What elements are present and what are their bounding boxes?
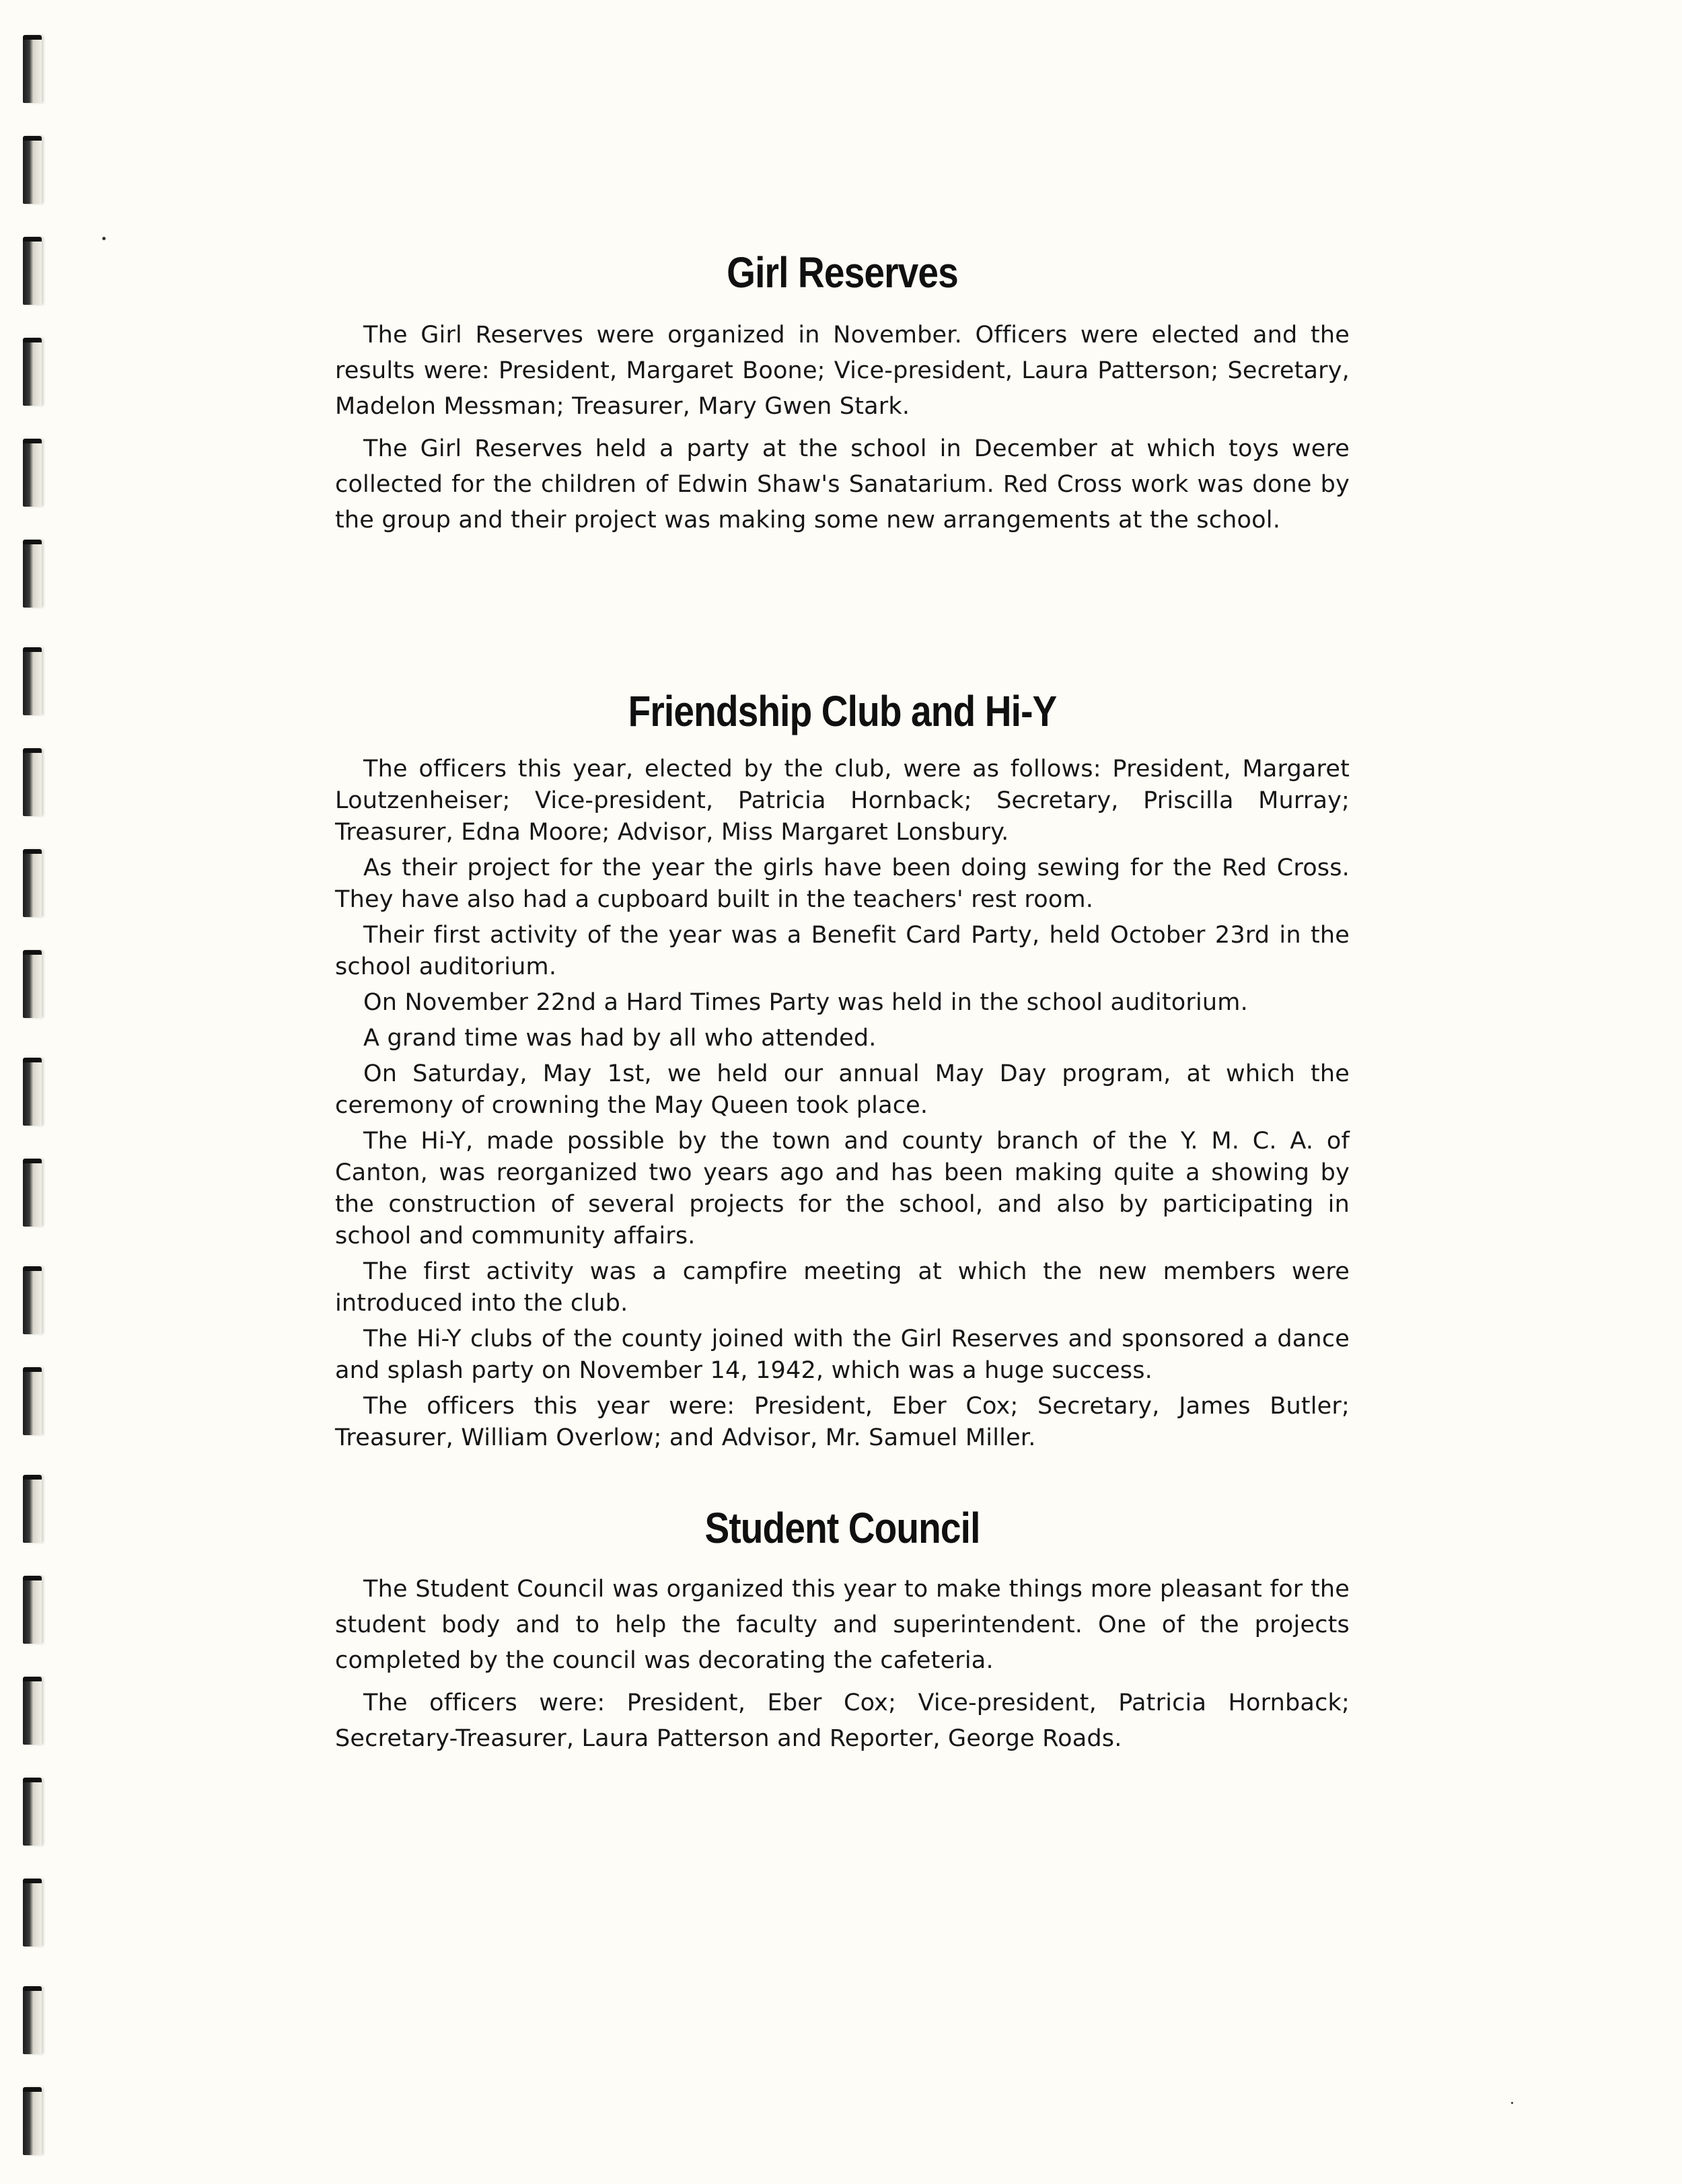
binding-hole (23, 1266, 42, 1334)
binding-hole (23, 237, 42, 305)
paragraph: Their first activity of the year was a Benefit Card Party, held October 23rd in the school auditorium. (335, 922, 1350, 980)
binding-hole (23, 1677, 42, 1745)
binding-hole (23, 1986, 42, 2054)
paragraph: As their project for the year the girls have been doing sewing for the Red Cross. They have also had a cupboard built in the teachers' rest room. (335, 854, 1350, 913)
paragraph: The officers this year, elected by the club, were as follows: President, Margaret Loutzenheiser; Vice-president, Patricia Hornback; Secretary, Priscilla Murray; Treasurer, Edna Moore; Advisor, Miss Margaret Lonsbury. (335, 756, 1350, 846)
paragraph: The Student Council was organized this year to make things more pleasant for the student body and to help the faculty and superintendent. One of the projects completed by the council was decorating the cafeteria. (335, 1576, 1350, 1674)
binding-hole (23, 540, 42, 608)
paragraph: The Hi-Y, made possible by the town and county branch of the Y. M. C. A. of Canton, was reorganized two years ago and has been making quite a showing by the construction of several projects for the school, and also by participating in school and community affairs. (335, 1128, 1350, 1249)
paragraph: The Hi-Y clubs of the county joined with the Girl Reserves and sponsored a dance and splash party on November 14, 1942, which was a huge success. (335, 1325, 1350, 1384)
binding-hole (23, 1475, 42, 1543)
binding-hole (23, 849, 42, 917)
binding-hole (23, 950, 42, 1018)
section-heading: Friendship Club and Hi-Y (628, 687, 1057, 735)
paragraph: The officers were: President, Eber Cox; Vice-president, Patricia Hornback; Secretary-Treasurer, Laura Patterson and Reporter, George Roads. (335, 1689, 1350, 1752)
spiral-binding (0, 0, 94, 2184)
paragraph: On November 22nd a Hard Times Party was held in the school auditorium. (363, 989, 1248, 1016)
paragraph: The first activity was a campfire meeting at which the new members were introduced into the club. (335, 1258, 1350, 1317)
paper-speck (102, 237, 106, 240)
paragraph: The Girl Reserves held a party at the school in December at which toys were collected for the children of Edwin Shaw's Sanatarium. Red Cross work was done by the group and their project was making some new arrangements at the school. (335, 435, 1350, 534)
paragraph: On Saturday, May 1st, we held our annual May Day program, at which the ceremony of crowning the May Queen took place. (335, 1060, 1350, 1119)
binding-hole (23, 1778, 42, 1846)
binding-hole (23, 338, 42, 406)
binding-hole (23, 1058, 42, 1126)
binding-hole (23, 439, 42, 507)
section-heading: Girl Reserves (727, 248, 958, 297)
paper-speck (1511, 2102, 1513, 2104)
binding-hole (23, 748, 42, 816)
binding-hole (23, 1159, 42, 1227)
student-council-section (335, 1503, 1350, 1763)
paragraph: The Girl Reserves were organized in November. Officers were elected and the results were: President, Margaret Boone; Vice-president, Laura Patterson; Secretary, Madelon Messman; Treasurer, Mary Gwen Stark. (335, 322, 1350, 420)
binding-hole (23, 1576, 42, 1644)
binding-hole (23, 2087, 42, 2155)
section-heading: Student Council (704, 1504, 980, 1552)
paragraph: A grand time was had by all who attended. (363, 1025, 877, 1052)
binding-hole (23, 647, 42, 715)
binding-hole (23, 1367, 42, 1435)
paragraph: The officers this year were: President, Eber Cox; Secretary, James Butler; Treasurer, William Overlow; and Advisor, Mr. Samuel Miller. (335, 1393, 1350, 1451)
binding-hole (23, 136, 42, 204)
binding-hole (23, 35, 42, 103)
friendship-club-section (335, 686, 1350, 1458)
girl-reserves-section (335, 248, 1350, 545)
binding-hole (23, 1879, 42, 1946)
